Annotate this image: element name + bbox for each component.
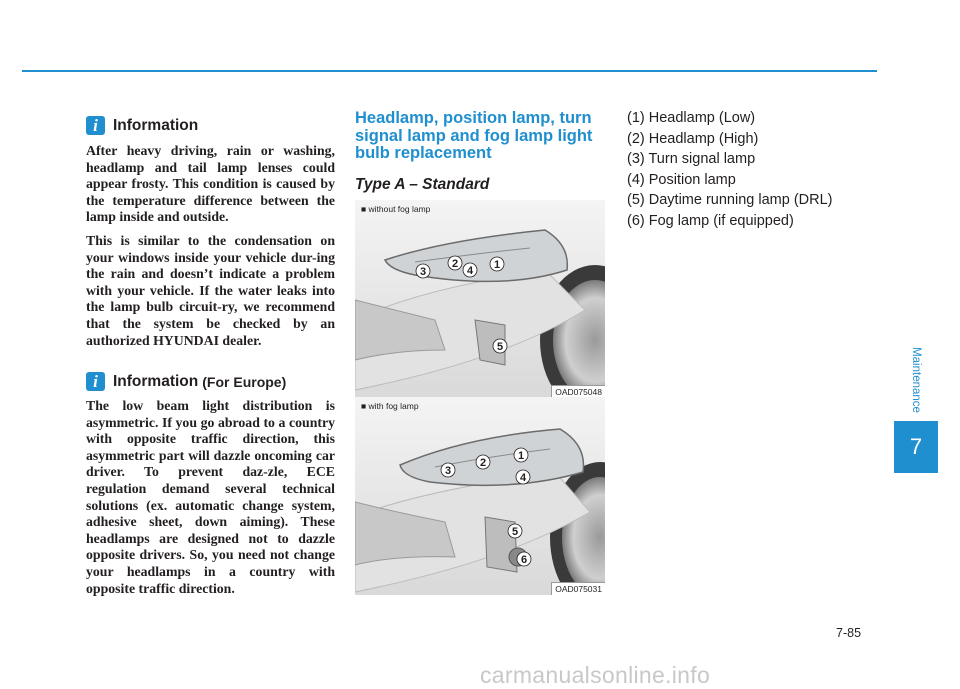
chapter-label	[897, 343, 935, 417]
info-title: Information	[113, 372, 199, 390]
page-number: 7-85	[836, 626, 862, 640]
svg-text:5: 5	[511, 526, 519, 538]
callout-4	[463, 263, 477, 277]
figure-label: ■ without fog lamp	[361, 204, 431, 214]
callout-2	[448, 256, 462, 270]
legend-item: (2) Headlamp (High)	[627, 130, 759, 147]
headlamp-illustration	[355, 397, 605, 595]
callout-5	[493, 339, 507, 353]
info-header	[86, 116, 198, 135]
svg-text:3: 3	[444, 465, 452, 477]
callout-6	[517, 552, 531, 566]
info-icon: i	[86, 372, 105, 391]
legend-item: (5) Daytime running lamp (DRL)	[627, 192, 833, 209]
callout-1	[490, 257, 504, 271]
info-body-europe	[86, 398, 335, 604]
info-body	[86, 143, 335, 356]
info-paragraph: This is similar to the condensation on your windows inside your vehicle dur-ing the rain and doesn’t indicate a problem with your vehicle. If the water leaks into the lamp bulb circuit-ry, we recommend that the system be checked by an authorized HYUNDAI dealer.	[86, 232, 335, 348]
top-rule	[22, 70, 877, 72]
watermark: carmanualsonline.info	[480, 662, 711, 688]
callout-4	[516, 470, 530, 484]
svg-text:5: 5	[496, 341, 504, 353]
svg-text:6: 6	[520, 554, 528, 566]
legend-item: (3) Turn signal lamp	[627, 151, 756, 168]
headlamp-illustration	[355, 200, 605, 398]
svg-text:2: 2	[451, 258, 459, 270]
info-title: Information	[113, 116, 199, 134]
svg-text:2: 2	[479, 457, 487, 469]
section-title: Headlamp, position lamp, turn signal lamp and fog lamp light bulb replacement	[355, 109, 593, 162]
callout-3	[416, 264, 430, 278]
callout-5	[508, 524, 522, 538]
svg-text:1: 1	[493, 259, 501, 271]
callout-1	[514, 448, 528, 462]
legend-item: (4) Position lamp	[627, 171, 736, 188]
chapter-label-text: Maintenance	[910, 347, 923, 413]
figure-with-fog-lamp	[355, 397, 605, 595]
chapter-tab: 7	[894, 421, 938, 473]
callout-3	[441, 463, 455, 477]
info-subtitle: (For Europe)	[202, 373, 287, 390]
info-paragraph: The low beam light distribution is asymmetric. If you go abroad to a country with opposite traffic direction, this asymmetric part will dazzle oncoming car driver. To prevent daz-zle, ECE regulation demand several technical solutions (ex. automatic change system, adhesive sheet, down aiming). These headlamps are designed not to dazzle opposite drivers. So, you need not change your headlamps in a country with opposite traffic direction.	[86, 398, 335, 596]
type-title: Type A – Standard	[355, 176, 490, 193]
svg-text:1: 1	[517, 450, 525, 462]
figure-code: OAD075048	[551, 385, 605, 398]
svg-text:4: 4	[466, 265, 474, 277]
svg-text:4: 4	[519, 472, 527, 484]
figure-without-fog-lamp	[355, 200, 605, 398]
figure-label: ■ with fog lamp	[361, 401, 419, 411]
figure-code: OAD075031	[551, 582, 605, 595]
legend-item: (6) Fog lamp (if equipped)	[627, 212, 794, 229]
svg-text:3: 3	[419, 266, 427, 278]
info-paragraph: After heavy driving, rain or washing, headlamp and tail lamp lenses could appear frosty. This condition is caused by the temperature difference between the lamp inside and outside.	[86, 143, 335, 225]
info-header-europe	[86, 372, 286, 391]
callout-2	[476, 455, 490, 469]
component-legend	[627, 108, 832, 232]
legend-item: (1) Headlamp (Low)	[627, 110, 756, 126]
info-icon: i	[86, 116, 105, 135]
